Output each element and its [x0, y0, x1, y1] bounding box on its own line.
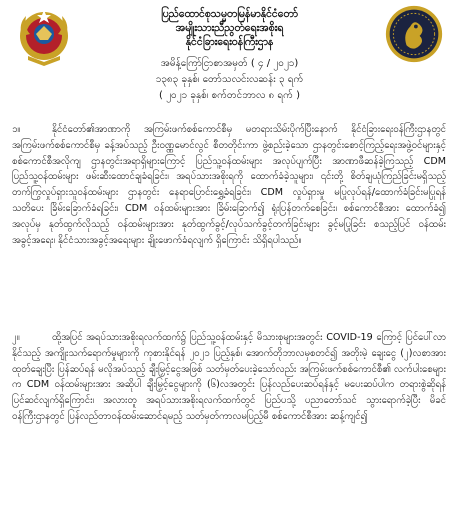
date-myanmar: ၁၃၈၃ ခုနှစ်၊ တော်သလင်းလဆန်း ၃ ရက်	[155, 74, 304, 85]
header-country-name: ပြည်ထောင်စုသမ္မတမြန်မာနိုင်ငံတော်	[160, 8, 298, 20]
paragraph-1	[12, 122, 446, 248]
paragraph-2-number: ၂။	[12, 332, 20, 343]
paragraph-1-number: ၁။	[12, 124, 21, 135]
header-ministry-name: နိုင်ငံခြားရေးဝန်ကြီးဌာန	[185, 36, 274, 48]
statement-number: အမိန့်ကြော်ငြာစာအမှတ် ( ၄ / ၂၀၂၁)	[160, 58, 299, 69]
paragraph-2	[12, 330, 446, 425]
paragraph-1-text: နိုင်ငံတော်၏အာဏာကို အကြမ်းဖက်စစ်ကောင်စီမှ မတရားသိမ်းပိုက်ပြီးနောက် နိုင်ငံခြားရေးဝန်ကြီးဌာနတွင် အကြမ်းဖက်စစ်ကောင်စီမှ ခန့်အပ်သည့် ဦးဝဏ္ဏမောင်လွင် စီတတိုင်းကာ ဖွဲ့စည်းခဲ့သော ဌာနတွင်းစောင့်ကြည့်ရေးအဖွဲ့ဝင်များနှင့် စစ်ကောင်စီအလိုကျ ဌာနတွင်းအရာရှိများကြောင့် ပြည်သူ့ဝန်ထမ်းများ အလုပ်ပျက်ပြီး အာဏာဖီဆန်ခဲ့ကြသည့် CDM ပြည်သူ့ဝန်ထမ်းများ ဖမ်းဆီးထောင်ချခံရခြင်း၊ အရပ်သားအစိုးရကို ထောက်ခံခဲ့သူများ၊ ၎င်းတို့ စိတ်ချယုံကြည်ခြင်းမရှိသည့် တက်ကြွလှုပ်ရှားသူဝန်ထမ်းများ ဌာနတွင်း နေရာပြောင်းရွှေ့ခံရခြင်း၊ CDM လှုပ်ရှားမှု မပြုလုပ်ရန်/ထောက်ခံခြင်းမပြုရန် သတိပေး ခြိမ်းခြောက်ခံရခြင်း၊ CDM ဝန်ထမ်းများအား ခြိမ်းခြောက်၍ ရုံးပြန်တက်စေခြင်း၊ စစ်ကောင်စီအား ထောက်ခံ၍ အလုပ်မှ နုတ်ထွက်လိုသည့် ဝန်ထမ်းများအား နုတ်ထွက်ခွင့်/လုပ်သက်ခွင့်တက်ခြင်းများ ခွင့်မပြုခြင်း စသည့်ပြင် ဝန်ထမ်းအခွင့်အရေး၊ နိုင်ငံသားအခွင့်အရေးများ ချိုးဖောက်ခံရလျက် ရှိကြောင်း သိရှိရပါသည်။	[12, 124, 446, 246]
header-government-name: အမျိုးသားညီညွတ်ရေးအစိုးရ	[175, 22, 284, 34]
date-gregorian: ( ၂၀၂၁ ခုနှစ်၊ စက်တင်ဘာလ ၈ ရက် )	[159, 90, 300, 101]
paragraph-2-text: ထို့အပြင် အရပ်သားအစိုးရလက်ထက်၌ ပြည်သူ့ဝန်ထမ်းနှင့် မိသားစုများအတွင်း COVID-19 ကြောင့် ပြင်ပေါ်လာနိုင်သည့် အကျိုးသက်ရောက်မှုများကို ကုစားနိုင်ရန် ၂၀၂၁ ပြည့်နှစ်၊ အောက်တိုဘာလမှစတင်၍ အတိုးမဲ့ ချေးငွေ (၂)လစာအား ထုတ်ချေးပြီး ပြန်ဆပ်ရန် မလိုအပ်သည့် ချီးမြှင့်ငွေအဖြစ် သတ်မှတ်ပေးခဲ့သော်လည်း အကြမ်းဖက်စစ်ကောင်စီ၏ လက်ပါးစေများက CDM ဝန်ထမ်းများအား အဆိုပါ ချီးမြှင့်ငွေများကို (၆)လအတွင်း ပြန်လည်ပေးဆပ်ရန်နှင့် မပေးဆပ်ပါက တရားစွဲဆိုရန် ပြင်ဆင်လျက်ရှိကြောင်း၊ အလားတူ အရပ်သားအစိုးရလက်ထက်တွင် ပြည်ပသို့ ပညာတော်သင် သွားရောက်ခဲ့ပြီး မိခင်ဝန်ကြီးဌာနတွင် ပြန်လည်တာဝန်ထမ်းဆောင်ရမည့် သတ်မှတ်ကာလမပြည့်မီ စစ်ကောင်စီအား ဆန့်ကျင်၍	[12, 332, 446, 422]
